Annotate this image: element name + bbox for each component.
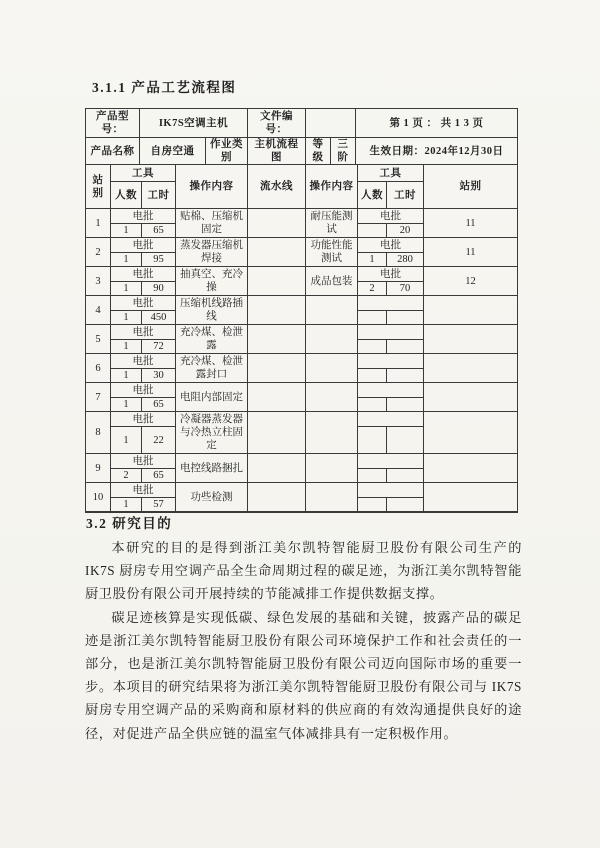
operation-left-value: 电阻内部固定 bbox=[176, 383, 248, 412]
tool-block-right bbox=[358, 354, 424, 383]
operation-left-value: 贴棉、压缩机固定 bbox=[176, 209, 248, 238]
operation-right-value: 功能性能测试 bbox=[306, 238, 358, 267]
hours-right-value: 280 bbox=[397, 254, 413, 265]
people-right-value: 1 bbox=[358, 253, 387, 266]
hours-left-value: 90 bbox=[153, 283, 164, 294]
operation-left-value: 蒸发器压缩机焊接 bbox=[176, 238, 248, 267]
tool-name-right bbox=[358, 454, 423, 469]
people-left-value: 1 bbox=[111, 498, 142, 511]
tool-block-left bbox=[111, 209, 176, 238]
col-station-left: 站别 bbox=[86, 165, 111, 209]
tool-block-left bbox=[111, 412, 176, 454]
paragraph: 碳足迹核算是实现低碳、绿色发展的基础和关键，披露产品的碳足迹是浙江美尔凯特智能厨卫股份有限公司环境保护工作和社会责任的一部分，也是浙江美尔凯特智能厨卫股份有限公司迈向国际市场的重要一步。本项目的研究结果将为浙江美尔凯特智能厨卫股份有限公司与 IK7S 厨房专用空调产品的采购商和原材料的供应商的有效沟通提供良好的途径，对促进产品全供应链的温室气体减排具有一定积极作用。 bbox=[85, 609, 522, 741]
operation-right-value bbox=[306, 325, 358, 354]
product-model-value: IK7S空调主机 bbox=[140, 109, 248, 138]
operation-left-value: 充冷煤、检泄露封口 bbox=[176, 354, 248, 383]
tool-split-right bbox=[358, 282, 423, 295]
hours-left-value: 57 bbox=[153, 499, 164, 510]
tool-split-left bbox=[111, 427, 175, 453]
people-right-value bbox=[358, 469, 387, 482]
people-left-value: 1 bbox=[111, 282, 142, 295]
table-header-row-1 bbox=[86, 109, 517, 138]
process-flow-table bbox=[85, 108, 518, 513]
tool-block-right bbox=[358, 238, 424, 267]
flow-line-cell bbox=[248, 383, 306, 412]
hours-left-value: 65 bbox=[153, 470, 164, 481]
people-left-value: 1 bbox=[111, 224, 142, 237]
table-row bbox=[86, 354, 517, 383]
hours-right-value bbox=[387, 427, 423, 453]
people-left-value: 1 bbox=[111, 253, 142, 266]
tool-block-right bbox=[358, 209, 424, 238]
people-left-value: 1 bbox=[111, 427, 142, 453]
tool-block-left bbox=[111, 354, 176, 383]
tool-split-right bbox=[358, 498, 423, 511]
operation-right-value bbox=[306, 412, 358, 454]
table-body bbox=[86, 209, 517, 512]
col-people-right: 人数 bbox=[358, 182, 387, 208]
doc-number-label: 文件编号： bbox=[248, 109, 306, 138]
flow-line-cell bbox=[248, 483, 306, 512]
station-right-value bbox=[424, 454, 517, 483]
people-right-value bbox=[358, 311, 387, 324]
section-2-title: 3.2 研究目的 bbox=[86, 516, 173, 531]
table-row bbox=[86, 454, 517, 483]
hours-right-value bbox=[387, 469, 423, 482]
station-right-value bbox=[424, 354, 517, 383]
hours-right-value bbox=[387, 498, 423, 511]
col-tool-left-label: 工具 bbox=[111, 165, 175, 182]
tool-split-right bbox=[358, 311, 423, 324]
station-right-value bbox=[424, 412, 517, 454]
people-right-value bbox=[358, 427, 387, 453]
flow-line-cell bbox=[248, 209, 306, 238]
station-left-value: 6 bbox=[86, 354, 111, 383]
flow-line-cell bbox=[248, 238, 306, 267]
hours-left-value: 65 bbox=[153, 225, 164, 236]
station-left-value: 9 bbox=[86, 454, 111, 483]
tool-split-right bbox=[358, 369, 423, 382]
tool-block-left bbox=[111, 383, 176, 412]
tool-block-left bbox=[111, 483, 176, 512]
tool-split-left bbox=[111, 398, 175, 411]
effective-date: 生效日期：2024年12月30日 bbox=[356, 138, 517, 165]
people-left-value: 1 bbox=[111, 398, 142, 411]
col-tool-left bbox=[111, 165, 176, 209]
tool-block-right bbox=[358, 296, 424, 325]
hours-right-value bbox=[387, 340, 423, 353]
doc-number-value bbox=[306, 109, 356, 138]
tool-name-left: 电批 bbox=[111, 354, 175, 369]
operation-right-value bbox=[306, 483, 358, 512]
operation-right-value bbox=[306, 454, 358, 483]
tool-name-right bbox=[358, 412, 423, 427]
table-row bbox=[86, 383, 517, 412]
tool-name-left: 电批 bbox=[111, 454, 175, 469]
tool-split-right bbox=[358, 224, 423, 237]
station-right-value: 12 bbox=[424, 267, 517, 296]
col-operation-right: 操作内容 bbox=[306, 165, 358, 209]
tool-split-left bbox=[111, 340, 175, 353]
section-1-title: 3.1.1 产品工艺流程图 bbox=[92, 80, 237, 95]
col-hours-right: 工时 bbox=[394, 189, 416, 201]
col-operation-left: 操作内容 bbox=[176, 165, 248, 209]
col-tool-right bbox=[358, 165, 424, 209]
col-tool-left-split bbox=[111, 182, 175, 208]
tool-block-right bbox=[358, 412, 424, 454]
tool-name-right bbox=[358, 383, 423, 398]
station-left-value: 3 bbox=[86, 267, 111, 296]
operation-left-value: 冷凝器蒸发器与冷热立柱固定 bbox=[176, 412, 248, 454]
tool-block-right bbox=[358, 267, 424, 296]
tool-block-right bbox=[358, 483, 424, 512]
station-left-value: 2 bbox=[86, 238, 111, 267]
tool-split-right bbox=[358, 253, 423, 266]
table-row bbox=[86, 483, 517, 512]
col-tool-right-split bbox=[358, 182, 423, 208]
table-row bbox=[86, 412, 517, 454]
tool-name-left: 电批 bbox=[111, 483, 175, 498]
people-right-value: 2 bbox=[358, 282, 387, 295]
hours-right-value: 70 bbox=[399, 283, 411, 294]
hours-right-value bbox=[387, 398, 423, 411]
tool-name-left: 电批 bbox=[111, 267, 175, 282]
station-left-value: 4 bbox=[86, 296, 111, 325]
station-right-value bbox=[424, 483, 517, 512]
tool-block-left bbox=[111, 296, 176, 325]
station-left-value: 8 bbox=[86, 412, 111, 454]
operation-right-value bbox=[306, 354, 358, 383]
flow-line-cell bbox=[248, 325, 306, 354]
table-row bbox=[86, 267, 517, 296]
operation-right-value: 耐压能测试 bbox=[306, 209, 358, 238]
table-row bbox=[86, 325, 517, 354]
people-right-value bbox=[358, 398, 387, 411]
tool-split-right bbox=[358, 469, 423, 482]
grade-label: 等级 bbox=[306, 138, 331, 165]
product-name-label: 产品名称 bbox=[86, 138, 140, 165]
table-header-row-2 bbox=[86, 138, 517, 165]
hours-left-value: 450 bbox=[150, 312, 167, 323]
operation-right-value bbox=[306, 296, 358, 325]
operation-right-value bbox=[306, 383, 358, 412]
job-type-value: 主机流程图 bbox=[248, 138, 306, 165]
tool-block-left bbox=[111, 267, 176, 296]
tool-split-left bbox=[111, 369, 175, 382]
job-type-label: 作业类别 bbox=[206, 138, 248, 165]
hours-left-value: 22 bbox=[153, 434, 164, 446]
tool-name-right bbox=[358, 325, 423, 340]
hours-right-value: 20 bbox=[399, 225, 411, 236]
tool-name-right: 电批 bbox=[358, 238, 423, 253]
tool-split-left bbox=[111, 469, 175, 482]
station-right-value bbox=[424, 325, 517, 354]
col-station-right-label: 站别 bbox=[459, 181, 482, 192]
product-model-label: 产品型号： bbox=[86, 109, 140, 138]
hours-left-value: 95 bbox=[153, 254, 164, 265]
operation-left-value: 电控线路捆扎 bbox=[176, 454, 248, 483]
tool-name-right bbox=[358, 483, 423, 498]
station-left-value: 10 bbox=[86, 483, 111, 512]
tool-name-right: 电批 bbox=[358, 267, 423, 282]
tool-block-right bbox=[358, 383, 424, 412]
tool-split-left bbox=[111, 311, 175, 324]
people-right-value bbox=[358, 224, 387, 237]
page-info: 第 1 页 ： 共 1 3 页 bbox=[356, 109, 517, 138]
tool-split-left bbox=[111, 253, 175, 266]
col-station-right bbox=[424, 165, 517, 209]
operation-left-value: 压缩机线路插线 bbox=[176, 296, 248, 325]
people-right-value bbox=[358, 340, 387, 353]
operation-left-value: 抽真空、充冷操 bbox=[176, 267, 248, 296]
station-right-value: 11 bbox=[424, 209, 517, 238]
station-right-value: 11 bbox=[424, 238, 517, 267]
table-row bbox=[86, 238, 517, 267]
tool-block-right bbox=[358, 325, 424, 354]
tool-split-right bbox=[358, 427, 423, 453]
table-column-header-row bbox=[86, 165, 517, 209]
hours-left-value: 65 bbox=[153, 399, 164, 410]
tool-block-right bbox=[358, 454, 424, 483]
tool-name-right: 电批 bbox=[358, 209, 423, 224]
flow-line-cell bbox=[248, 267, 306, 296]
operation-right-value: 成品包装 bbox=[306, 267, 358, 296]
hours-left-value: 30 bbox=[153, 370, 164, 381]
tool-name-left: 电批 bbox=[111, 383, 175, 398]
col-hours-left: 工时 bbox=[147, 189, 170, 201]
tool-name-left: 电批 bbox=[111, 412, 175, 427]
col-tool-right-label: 工具 bbox=[358, 165, 423, 182]
people-left-value: 1 bbox=[111, 340, 142, 353]
operation-left-value: 功些检测 bbox=[176, 483, 248, 512]
tool-block-left bbox=[111, 325, 176, 354]
tool-split-right bbox=[358, 340, 423, 353]
hours-left-value: 72 bbox=[153, 341, 164, 352]
hours-right-value bbox=[387, 369, 423, 382]
tool-name-left: 电批 bbox=[111, 209, 175, 224]
tool-name-left: 电批 bbox=[111, 296, 175, 311]
station-left-value: 7 bbox=[86, 383, 111, 412]
flow-line-cell bbox=[248, 454, 306, 483]
tool-name-left: 电批 bbox=[111, 238, 175, 253]
station-right-value bbox=[424, 296, 517, 325]
table-row bbox=[86, 296, 517, 325]
tool-name-left: 电批 bbox=[111, 325, 175, 340]
people-left-value: 1 bbox=[111, 311, 142, 324]
col-people-left: 人数 bbox=[111, 182, 142, 208]
operation-left-value: 充冷煤、检泄露 bbox=[176, 325, 248, 354]
tool-split-left bbox=[111, 224, 175, 237]
station-left-value: 5 bbox=[86, 325, 111, 354]
people-right-value bbox=[358, 498, 387, 511]
tool-block-left bbox=[111, 454, 176, 483]
tool-name-right bbox=[358, 354, 423, 369]
hours-right-value bbox=[387, 311, 423, 324]
paragraph: 本研究的目的是得到浙江美尔凯特智能厨卫股份有限公司生产的 IK7S 厨房专用空调产品全生命周期过程的碳足迹，为浙江美尔凯特智能厨卫股份有限公司开展持续的节能减排工作提供数据支撑。 bbox=[85, 540, 522, 602]
flow-line-cell bbox=[248, 354, 306, 383]
people-left-value: 2 bbox=[111, 469, 142, 482]
product-name-value: 自房空通 bbox=[140, 138, 206, 165]
tool-split-right bbox=[358, 398, 423, 411]
people-left-value: 1 bbox=[111, 369, 142, 382]
people-right-value bbox=[358, 369, 387, 382]
col-flow-line: 流水线 bbox=[248, 165, 306, 209]
flow-line-cell bbox=[248, 412, 306, 454]
station-right-value bbox=[424, 383, 517, 412]
table-row bbox=[86, 209, 517, 238]
tool-name-right bbox=[358, 296, 423, 311]
tool-block-left bbox=[111, 238, 176, 267]
tool-split-left bbox=[111, 498, 175, 511]
tool-split-left bbox=[111, 282, 175, 295]
flow-line-cell bbox=[248, 296, 306, 325]
grade-value: 三阶 bbox=[331, 138, 356, 165]
research-purpose-text bbox=[85, 536, 522, 745]
station-left-value: 1 bbox=[86, 209, 111, 238]
